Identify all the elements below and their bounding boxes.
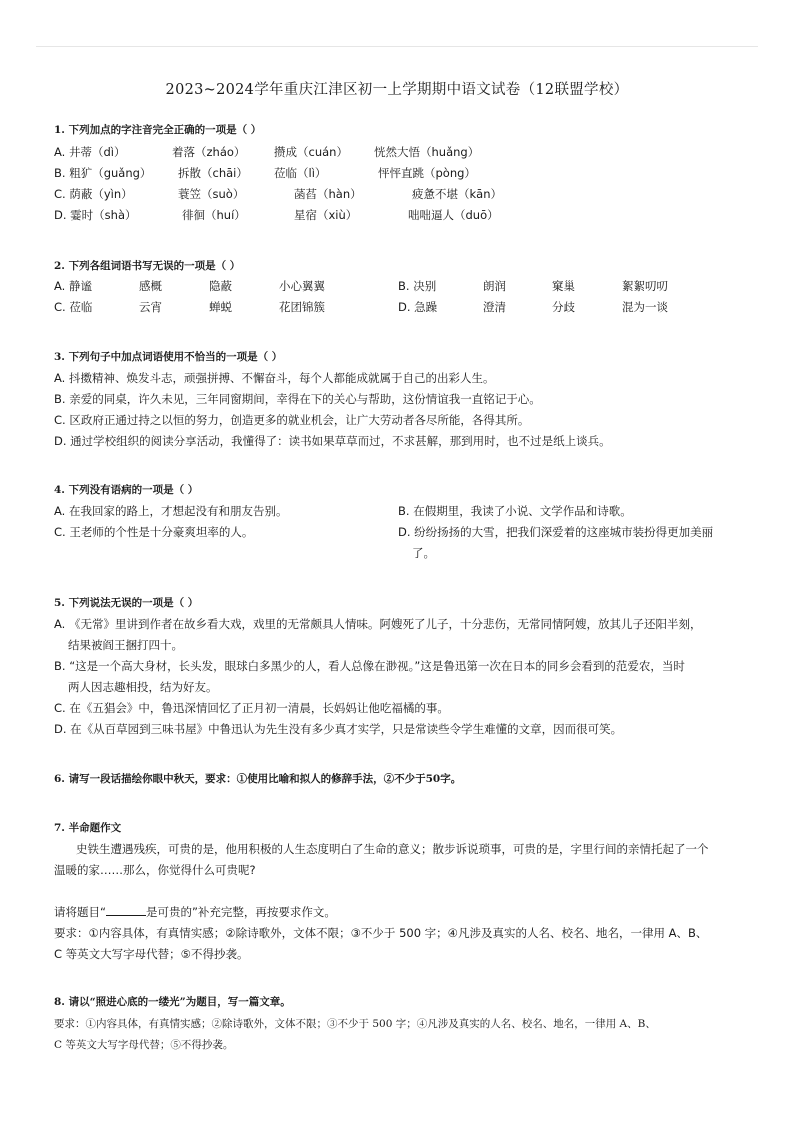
q1-option-b-3: 莅临（lì） (274, 166, 327, 180)
q2-row1-8: 絮絮叨叨 (622, 279, 668, 293)
q5-option-a-line2: 结果被阎王捆打四十。 (68, 638, 183, 652)
q2-row2-5: D. 急躁 (398, 300, 438, 314)
q1-option-d-2: 徘徊（huí） (182, 208, 246, 222)
q7-instruction-end: 是可贵的”补充完整，再按要求作文。 (145, 905, 336, 919)
q5-option-a-line1: A. 《无常》里讲到作者在故乡看大戏，戏里的无常颇具人情味。阿嫂死了儿子，十分悲伤，无常同情阿嫂，放其儿子还阳半刻， (54, 617, 702, 631)
q2-row2-6: 澄清 (483, 300, 506, 314)
q7-instruction-start: 请将题目“ (54, 905, 106, 919)
q1-option-a-2: 着落（zháo） (172, 145, 246, 159)
q4-option-d-line2: 了。 (412, 546, 435, 560)
q1-option-d-1: D. 霎时（shà） (54, 208, 137, 222)
q2-row2-3: 蝉蜕 (209, 300, 232, 314)
question-6-stem: 6. 请写一段话描绘你眼中秋天，要求：①使用比喻和拟人的修辞手法，②不少于50字。 (54, 773, 462, 785)
q2-row2-4: 花团锦簇 (279, 300, 325, 314)
page-title: 2023~2024学年重庆江津区初一上学期期中语文试卷（12联盟学校） (165, 82, 629, 98)
q4-option-c: C. 王老师的个性是十分豪爽坦率的人。 (54, 525, 254, 539)
q1-option-b-1: B. 粗犷（guǎng） (54, 166, 152, 180)
q2-row2-2: 云宵 (139, 300, 162, 314)
q4-option-a: A. 在我回家的路上，才想起没有和朋友告别。 (54, 504, 288, 518)
q3-option-d: D. 通过学校组织的阅读分享活动，我懂得了：读书如果草草而过，不求甚解，那到用时，也不过是纸上谈兵。 (54, 434, 611, 448)
q2-row2-1: C. 莅临 (54, 300, 93, 314)
q7-instruction (54, 904, 336, 920)
q2-row2-8: 混为一谈 (622, 300, 668, 314)
question-8-stem: 8. 请以“照进心底的一缕光”为题目，写一篇文章。 (54, 996, 291, 1008)
question-1-stem: 1. 下列加点的字注音完全正确的一项是（ ） (54, 124, 262, 136)
q3-option-c: C. 区政府正通过持之以恒的努力，创造更多的就业机会，让广大劳动者各尽所能，各得其所。 (54, 413, 530, 427)
q5-option-c: C. 在《五猖会》中，鲁迅深情回忆了正月初一清晨，长妈妈让他吃福橘的事。 (54, 701, 449, 715)
q7-prompt-line2: 温暖的家……那么，你觉得什么可贵呢? (54, 863, 256, 877)
q2-row1-5: B. 决别 (398, 279, 437, 293)
question-4-stem: 4. 下列没有语病的一项是（ ） (54, 484, 199, 496)
question-5-stem: 5. 下列说法无误的一项是（ ） (54, 597, 199, 609)
q8-requirements-line2: C 等英文大写字母代替；⑤不得抄袭。 (54, 1039, 234, 1051)
q2-row1-6: 朗润 (483, 279, 506, 293)
q2-row1-1: A. 静谧 (54, 279, 92, 293)
q1-option-d-4: 咄咄逼人（duō） (408, 208, 499, 222)
q1-option-c-4: 疲惫不堪（kān） (412, 187, 502, 201)
q7-prompt-line1: 史铁生遭遇残疾，可贵的是，他用积极的人生态度明白了生命的意义；散步诉说琐事，可贵的是，字里行间的亲情托起了一个 (76, 842, 709, 856)
q1-option-c-2: 蓑笠（suò） (178, 187, 245, 201)
q2-row2-7: 分歧 (552, 300, 575, 314)
q2-row1-3: 隐蔽 (209, 279, 232, 293)
question-7-stem: 7. 半命题作文 (54, 822, 122, 834)
q1-option-a-1: A. 井蒂（dì） (54, 145, 126, 159)
q5-option-d: D. 在《从百草园到三味书屋》中鲁迅认为先生没有多少真才实学，只是常读些令学生难懂的文章，因而很可笑。 (54, 722, 623, 736)
q5-option-b-line2: 两人因志趣相投，结为好友。 (68, 680, 218, 694)
q4-option-b: B. 在假期里，我读了小说、文学作品和诗歌。 (398, 504, 632, 518)
q7-requirements-line2: C 等英文大写字母代替；⑤不得抄袭。 (54, 947, 249, 961)
q3-option-b: B. 亲爱的同桌，许久未见，三年同窗期间，幸得在下的关心与帮助，这份情谊我一直铭记于心。 (54, 392, 541, 406)
q1-option-c-3: 菡萏（hàn） (294, 187, 362, 201)
q1-option-c-1: C. 荫蔽（yìn） (54, 187, 133, 201)
question-2-stem: 2. 下列各组词语书写无误的一项是（ ） (54, 260, 241, 272)
q8-requirements-line1: 要求：①内容具体，有真情实感；②除诗歌外，文体不限；③不少于 500 字；④凡涉及真实的人名、校名、地名，一律用 A、B、 (54, 1018, 656, 1030)
q1-option-d-3: 星宿（xiù） (294, 208, 358, 222)
q4-option-d-line1: D. 纷纷扬扬的大雪，把我们深爱着的这座城市装扮得更加美丽 (398, 525, 714, 539)
q2-row1-2: 感概 (139, 279, 162, 293)
question-3-stem: 3. 下列句子中加点词语使用不恰当的一项是（ ） (54, 351, 283, 363)
q7-requirements-line1: 要求：①内容具体，有真情实感；②除诗歌外，文体不限；③不少于 500 字；④凡涉及真实的人名、校名、地名，一律用 A、B、 (54, 926, 708, 940)
header-divider (36, 46, 758, 47)
q1-option-b-2: 拆散（chāi） (178, 166, 248, 180)
q1-option-a-4: 恍然大悟（huǎng） (374, 145, 480, 159)
q1-option-b-4: 怦怦直跳（pòng） (378, 166, 476, 180)
q2-row1-4: 小心翼翼 (279, 279, 325, 293)
title-blank (106, 905, 146, 916)
q5-option-b-line1: B. “这是一个高大身材，长头发，眼球白多黑少的人，看人总像在渺视。”这是鲁迅第一次在日本的同乡会看到的范爱农，当时 (54, 659, 685, 673)
q1-option-a-3: 攒成（cuán） (274, 145, 348, 159)
q2-row1-7: 窠巢 (552, 279, 575, 293)
q3-option-a: A. 抖擞精神、焕发斗志，顽强拼搏、不懈奋斗，每个人都能成就属于自己的出彩人生。 (54, 371, 495, 385)
